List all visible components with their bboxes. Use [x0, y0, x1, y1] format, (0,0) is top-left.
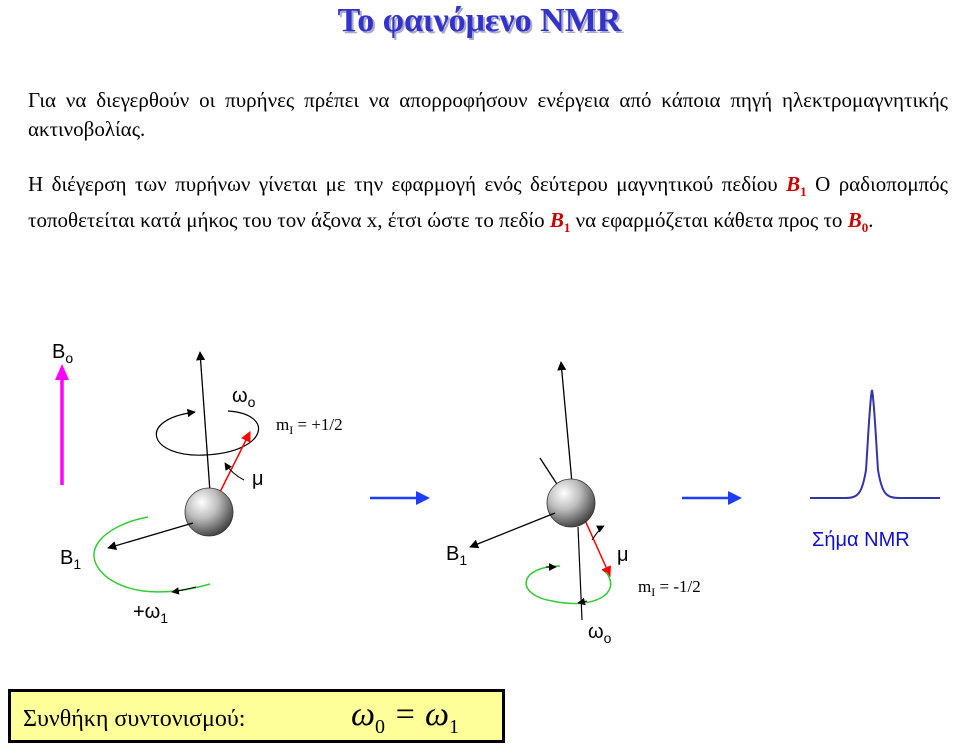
transition-arrow-1	[370, 491, 430, 505]
nucleus-precession-down	[470, 362, 611, 620]
b0-symbol: $B_0$	[847, 208, 869, 236]
nmr-signal-label: Σήμα NMR	[812, 529, 910, 551]
resonance-equation: $\omega_0 = \omega_1$	[351, 696, 459, 738]
intro-paragraph: Για να διεγερθούν οι πυρήνες πρέπει να απορροφήσουν ενέργεια από κάποια πηγή ηλεκτρομαγνητικής ακτινοβολίας.	[28, 88, 948, 141]
para2-text3: να εφαρμόζεται κάθετα προς το	[570, 208, 848, 233]
omega-o-label-up: $\omega_o$	[232, 385, 256, 410]
b1-label-right: $B_1$	[446, 543, 468, 568]
nmr-signal-peak	[810, 390, 940, 498]
b0-field-arrow	[55, 364, 69, 485]
slide-title: Το φαινόμενο NMR	[337, 2, 622, 39]
para2-text2: Ο ραδιοπομπός τοποθετείται κατά μήκος του τον άξονα x, έτσι ώστε το πεδίο	[28, 172, 948, 233]
plus-omega1-label: $+\omega_1$	[133, 601, 169, 626]
mu-label-down: μ	[617, 544, 629, 566]
b0-label: $B_o$	[52, 341, 74, 366]
para2-text4: .	[868, 208, 874, 233]
mi-minus-label: $m_I = -1/2$	[638, 577, 701, 599]
b1-symbol: $B_1$	[786, 172, 807, 200]
omega-o-label-down: $\omega_o$	[588, 621, 612, 646]
resonance-condition-box	[8, 689, 505, 743]
mu-label-up: μ	[252, 468, 264, 490]
b1-label-left: $B_1$	[60, 547, 82, 572]
transition-arrow-2	[682, 491, 742, 505]
mi-plus-label: $m_I = +1/2$	[276, 415, 343, 437]
b1-symbol-2: $B_1$	[549, 208, 571, 236]
para2-text1: Η διέγερση των πυρήνων γίνεται με την εφαρμογή ενός δεύτερου μαγνητικού πεδίου	[28, 172, 787, 196]
resonance-condition-label: Συνθήκη συντονισμού:	[23, 706, 246, 732]
